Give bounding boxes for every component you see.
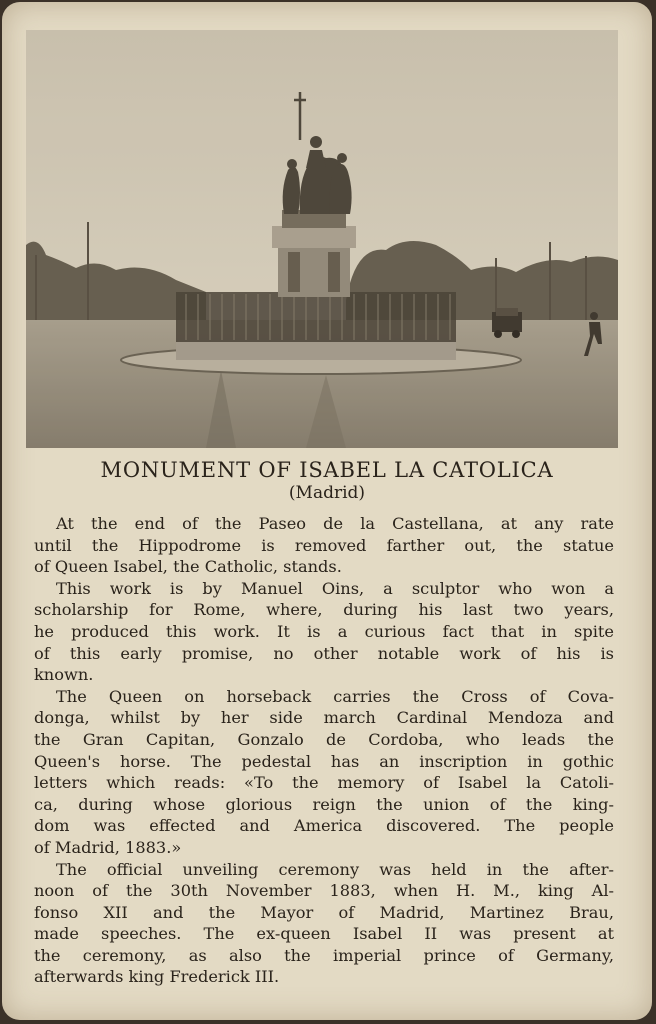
text-line: the Gran Capitan, Gonzalo de Cordoba, who leads the xyxy=(34,729,614,749)
postcard xyxy=(2,2,652,1020)
text-line: This work is by Manuel Oins, a sculptor who won a xyxy=(56,578,614,598)
page-subtitle: (Madrid) xyxy=(288,483,366,503)
text-line: afterwards king Frederick III. xyxy=(34,967,280,987)
text-line: of Madrid, 1883.» xyxy=(34,837,182,857)
text-line: letters which reads: «To the memory of Isabel la Catoli- xyxy=(34,773,614,793)
text-line: dom was effected and America discovered. The people xyxy=(34,816,614,836)
text-line: known. xyxy=(34,665,94,685)
text-line: The Queen on horseback carries the Cross of Cova- xyxy=(56,686,614,706)
text-line: noon of the 30th November 1883, when H. M., king Al- xyxy=(34,881,614,901)
text-line: The official unveiling ceremony was held in the after- xyxy=(56,859,614,879)
monument-photo-illustration xyxy=(26,30,618,448)
text-line: scholarship for Rome, where, during his last two years, xyxy=(34,600,614,620)
text-line: made speeches. The ex-queen Isabel II was present at xyxy=(34,924,614,944)
monument-photo xyxy=(26,30,618,448)
text-line: the ceremony, as also the imperial prince of Germany, xyxy=(34,945,614,965)
text-line: fonso XII and the Mayor of Madrid, Martinez Brau, xyxy=(34,902,614,922)
text-line: donga, whilst by her side march Cardinal Mendoza and xyxy=(34,708,614,728)
text-line: he produced this work. It is a curious fact that in spite xyxy=(34,621,614,641)
text-line: of this early promise, no other notable work of his is xyxy=(34,643,614,663)
page-title: MONUMENT OF ISABEL LA CATOLICA xyxy=(100,458,554,482)
text-line: At the end of the Paseo de la Castellana, at any rate xyxy=(56,514,614,533)
text-line: until the Hippodrome is removed farther out, the statue xyxy=(34,535,614,555)
text-line: Queen's horse. The pedestal has an inscription in gothic xyxy=(34,751,614,771)
text-line: of Queen Isabel, the Catholic, stands. xyxy=(34,557,342,577)
text-line: ca, during whose glorious reign the union of the king- xyxy=(34,794,614,814)
body-text xyxy=(34,513,614,988)
